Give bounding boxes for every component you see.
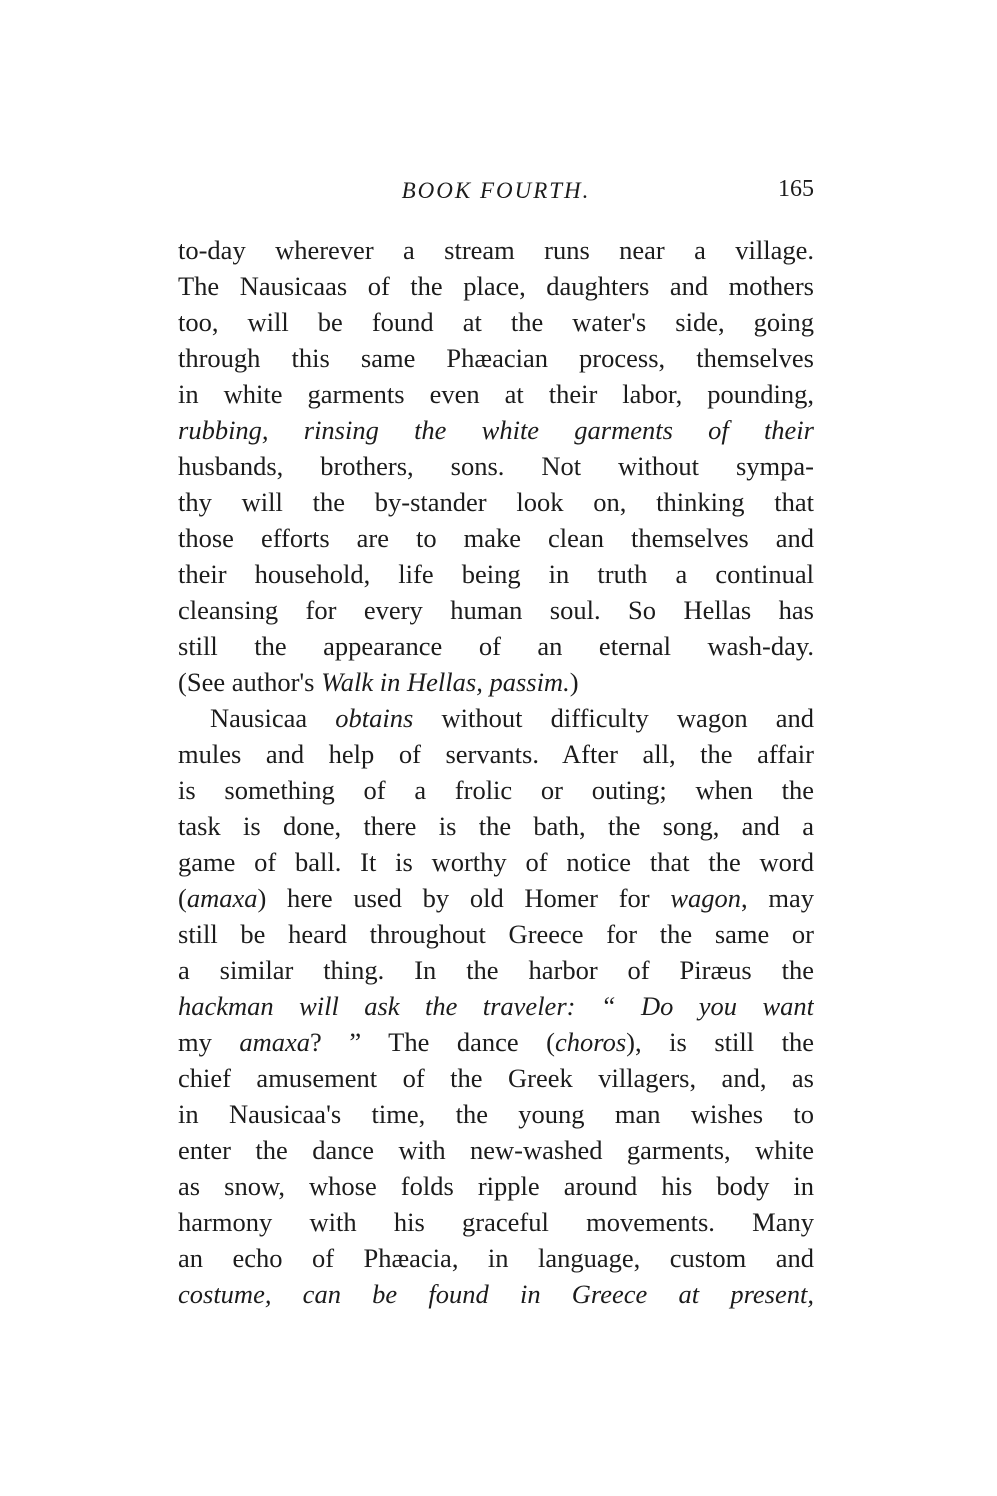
text-span: ) [569,667,579,697]
text-span: cleansing for every human soul. So Hellas has [178,595,814,625]
text-span: still the appearance of an eternal wash-day. [178,631,814,661]
text-line [178,844,814,880]
text-span: through this same Phæacian process, themselves [178,343,814,373]
text-line [178,916,814,952]
text-line [178,628,814,664]
text-span: their household, life being in truth a continual [178,559,814,589]
text-span: husbands, brothers, sons. Not without sympa- [178,451,814,481]
text-line [178,1060,814,1096]
text-line [178,412,814,448]
text-line [178,556,814,592]
text-span: game of ball. It is worthy of notice that the word [178,847,814,877]
text-line [178,700,814,736]
italic-text: amaxa [186,883,258,913]
text-line [178,880,814,916]
text-line [178,664,814,700]
text-line [178,1132,814,1168]
text-span: ) here used by old Homer for [257,883,671,913]
text-line [178,1204,814,1240]
text-span: an echo of Phæacia, in language, custom and [178,1243,814,1273]
text-line [178,1276,814,1312]
text-line [178,988,814,1024]
text-line [178,304,814,340]
italic-text: costume, can be found in Greece at present, [178,1279,814,1309]
text-span: task is done, there is the bath, the song, and a [178,811,814,841]
italic-text: rubbing, rinsing the white garments of their [178,415,814,445]
text-span: ? ” The dance ( [310,1027,555,1057]
text-span: in white garments even at their labor, pounding, [178,379,814,409]
text-span: ( [178,883,187,913]
text-span: too, will be found at the water's side, going [178,307,814,337]
text-span: chief amusement of the Greek villagers, and, as [178,1063,814,1093]
text-span: is something of a frolic or outing; when the [178,775,814,805]
text-line [178,268,814,304]
text-line [178,448,814,484]
text-span: to-day wherever a stream runs near a village. [178,235,814,265]
text-line [178,736,814,772]
text-span: as snow, whose folds ripple around his body in [178,1171,814,1201]
text-line [178,1024,814,1060]
text-span: Nausicaa [210,703,336,733]
text-line [178,808,814,844]
text-line [178,1240,814,1276]
italic-text: amaxa [239,1027,311,1057]
italic-text: choros [555,1027,627,1057]
text-line [178,772,814,808]
text-line [178,376,814,412]
text-line [178,484,814,520]
text-line [178,232,814,268]
page-number: 165 [778,176,814,202]
text-span: mules and help of servants. After all, the affair [178,739,814,769]
text-span: enter the dance with new-washed garments, white [178,1135,814,1165]
text-line [178,952,814,988]
text-span: still be heard throughout Greece for the same or [178,919,814,949]
italic-text: hackman will ask the traveler: “ Do you want [178,991,814,1021]
text-span: thy will the by-stander look on, thinking that [178,487,814,517]
text-span: without difficulty wagon and [413,703,814,733]
text-span: in Nausicaa's time, the young man wishes to [178,1099,814,1129]
text-span: harmony with his graceful movements. Many [178,1207,814,1237]
body-text [178,232,814,1312]
italic-text: Walk in Hellas, passim. [321,667,570,697]
text-span: ), is still the [626,1027,814,1057]
text-span: The Nausicaas of the place, daughters and mothers [178,271,814,301]
text-line [178,592,814,628]
text-span: my [178,1027,240,1057]
text-span: (See author's [178,667,322,697]
text-span: a similar thing. In the harbor of Piræus the [178,955,814,985]
text-line [178,520,814,556]
page-header [178,172,814,212]
text-span: those efforts are to make clean themselves and [178,523,814,553]
italic-text: wagon [670,883,742,913]
text-line [178,340,814,376]
running-head: BOOK FOURTH. [401,178,591,203]
text-line [178,1096,814,1132]
text-span: , may [741,883,814,913]
italic-text: obtains [335,703,414,733]
text-line [178,1168,814,1204]
